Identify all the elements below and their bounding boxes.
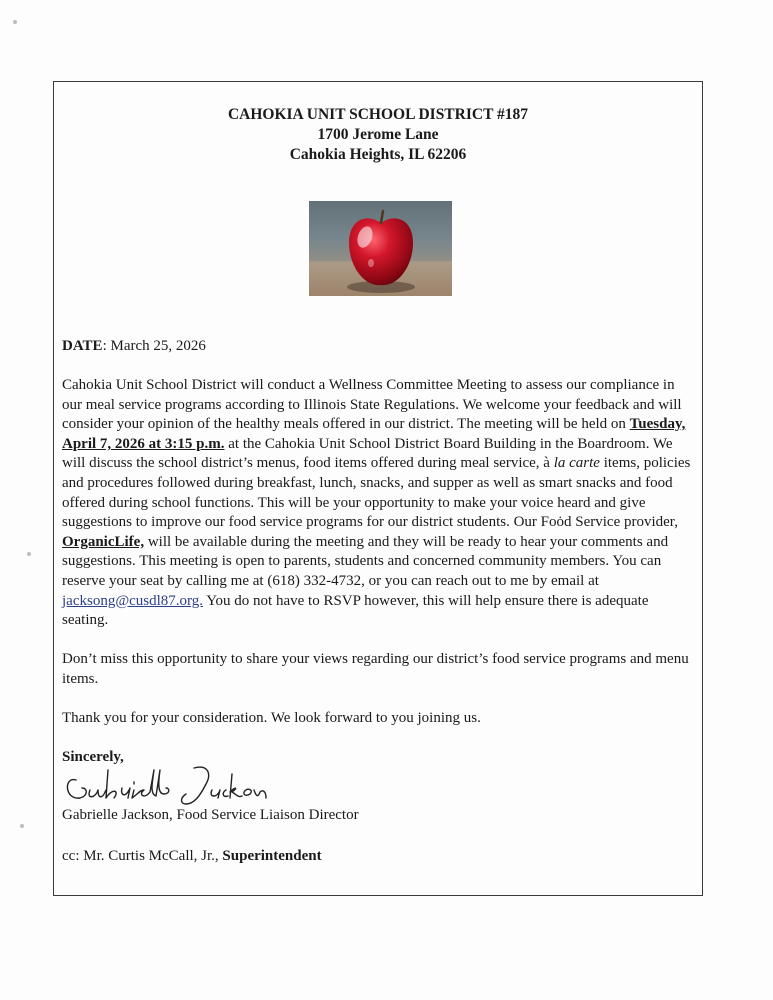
cc-prefix: cc: Mr. Curtis McCall, Jr.,: [62, 848, 223, 864]
views-paragraph: Don’t miss this opportunity to share your views regarding our district’s food service programs and menu items.: [62, 651, 689, 687]
meeting-time: Tuesday, April 7, 2026 at 3:15 p.m.: [62, 416, 686, 452]
district-name: CAHOKIA UNIT SCHOOL DISTRICT #187: [227, 106, 529, 123]
provider-name: OrganicLife,: [62, 533, 145, 550]
email-link[interactable]: jacksong@cusdl87.org.: [62, 592, 204, 609]
body-text: Cahokia Unit School District will conduct a Wellness Committee Meeting to assess our compliance in our meal service programs according to Illinois State Regulations. We welcome your feedback and will consider your opinion of the healthy meals offered in our district. The meeting will be held on: [62, 377, 682, 433]
signature: [62, 760, 292, 808]
thanks-paragraph: Thank you for your consideration. We look forward to you joining us.: [62, 710, 481, 726]
cc-role: Superintendent: [222, 848, 322, 864]
apple-illustration: [309, 201, 452, 296]
body-text: will be available during the meeting and they will be ready to hear your comments and suggestions. This meeting is open to parents, students and concerned community members. You can reserve your seat by calling me at (618) 332-4732, or you can reach out to me by email at: [62, 533, 669, 589]
closing: Sincerely,: [62, 749, 124, 765]
district-street: 1700 Jerome Lane: [317, 126, 439, 143]
scan-speck: [20, 824, 24, 828]
date-label: DATE: [62, 338, 103, 354]
district-city: Cahokia Heights, IL 62206: [289, 146, 467, 163]
body-paragraph: [62, 376, 694, 631]
body-text: items, policies and procedures followed during breakfast, lunch, snacks, and supper as well as smart snacks and food offered during school functions. This will be your opportunity to make your voice heard and give suggestions to improve our food service programs for our district students. Our Foȯd Service provider,: [62, 455, 691, 531]
body-text: at the Cahokia Unit School District Board Building in the Boardroom. We will discuss the school district’s menus, food items offered during meal service, à: [62, 435, 673, 472]
body-text: You do not have to RSVP however, this will help ensure there is adequate seating.: [62, 592, 649, 629]
letter-date: [62, 337, 694, 357]
signer-line: Gabrielle Jackson, Food Service Liaison Director: [62, 807, 359, 823]
letter-frame: [53, 81, 703, 896]
signature-scribble: [62, 760, 292, 808]
scan-speck: [13, 20, 17, 24]
scan-speck: [27, 552, 31, 556]
apple-image: [309, 201, 452, 296]
date-value: : March 25, 2026: [102, 338, 206, 354]
cc-line: [62, 847, 694, 867]
la-carte-italic: la carte: [553, 455, 600, 472]
